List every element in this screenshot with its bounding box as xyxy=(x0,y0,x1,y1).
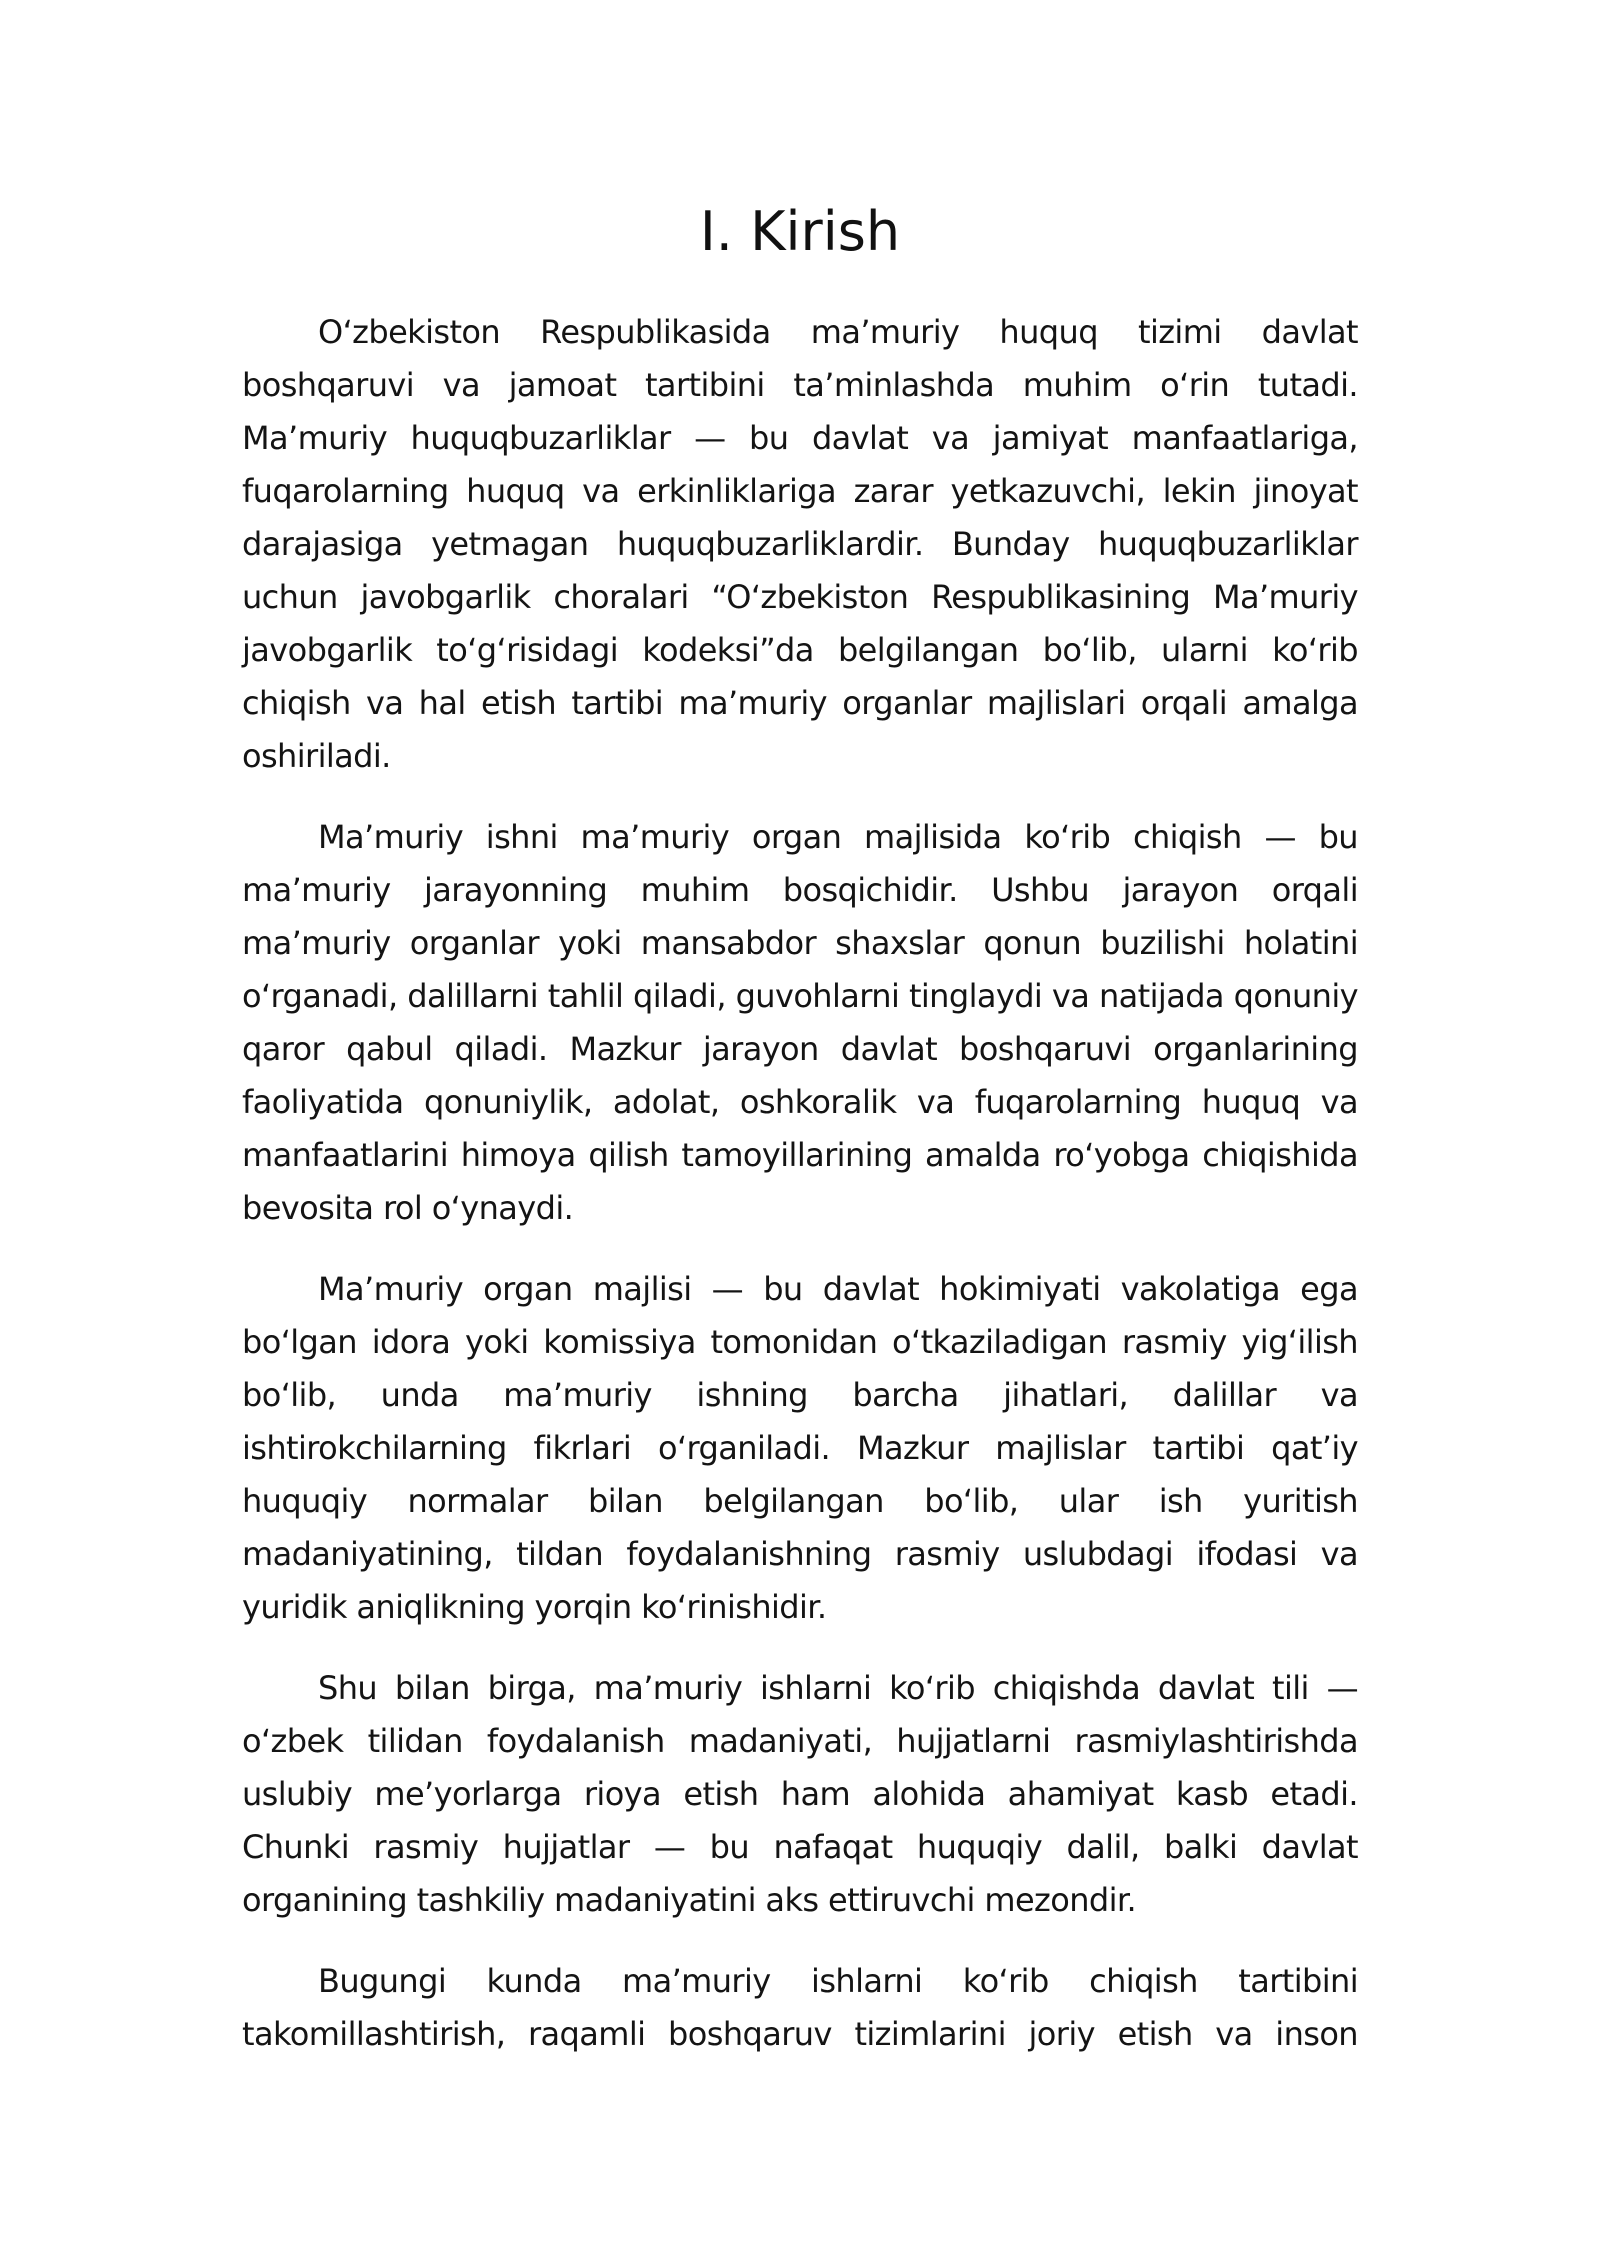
body-text xyxy=(242,306,1358,2061)
paragraph-2: Maʼmuriy ishni maʼmuriy organ majlisida koʻrib chiqish — bu maʼmuriy jarayonning muhim bosqichidir. Ushbu jarayon orqali maʼmuriy organlar yoki mansabdor shaxslar qonun buzilishi holatini oʻrganadi, dalillarni tahlil qiladi, guvohlarni tinglaydi va natijada qonuniy qaror qabul qiladi. Mazkur jarayon davlat boshqaruvi organlarining faoliyatida qonuniylik, adolat, oshkoralik va fuqarolarning huquq va manfaatlarini himoya qilish tamoyillarining amalda roʻyobga chiqishida bevosita rol oʻynaydi. xyxy=(242,818,1358,1227)
paragraph-5: Bugungi kunda maʼmuriy ishlarni koʻrib chiqish tartibini takomillashtirish, raqamli boshqaruv tizimlarini joriy etish va inson xyxy=(242,1962,1358,2053)
paragraph-3: Maʼmuriy organ majlisi — bu davlat hokimiyati vakolatiga ega boʻlgan idora yoki komissiya tomonidan oʻtkaziladigan rasmiy yigʻilish boʻlib, unda maʼmuriy ishning barcha jihatlari, dalillar va ishtirokchilarning fikrlari oʻrganiladi. Mazkur majlislar tartibi qatʼiy huquqiy normalar bilan belgilangan boʻlib, ular ish yuritish madaniyatining, tildan foydalanishning rasmiy uslubdagi ifodasi va yuridik aniqlikning yorqin koʻrinishidir. xyxy=(242,1270,1358,1626)
page-content xyxy=(242,200,1358,2089)
paragraph-4: Shu bilan birga, maʼmuriy ishlarni koʻrib chiqishda davlat tili — oʻzbek tilidan foydalanish madaniyati, hujjatlarni rasmiylashtirishda uslubiy meʼyorlarga rioya etish ham alohida ahamiyat kasb etadi. Chunki rasmiy hujjatlar — bu nafaqat huquqiy dalil, balki davlat organining tashkiliy madaniyatini aks ettiruvchi mezondir. xyxy=(242,1669,1358,1919)
paragraph-1: Oʻzbekiston Respublikasida maʼmuriy huquq tizimi davlat boshqaruvi va jamoat tartibini taʼminlashda muhim oʻrin tutadi. Maʼmuriy huquqbuzarliklar — bu davlat va jamiyat manfaatlariga, fuqarolarning huquq va erkinliklariga zarar yetkazuvchi, lekin jinoyat darajasiga yetmagan huquqbuzarliklardir. Bunday huquqbuzarliklar uchun javobgarlik choralari “Oʻzbekiston Respublikasining Maʼmuriy javobgarlik toʻgʻrisidagi kodeksi”da belgilangan boʻlib, ularni koʻrib chiqish va hal etish tartibi maʼmuriy organlar majlislari orqali amalga oshiriladi. xyxy=(242,313,1358,775)
section-title: I. Kirish xyxy=(699,200,901,263)
